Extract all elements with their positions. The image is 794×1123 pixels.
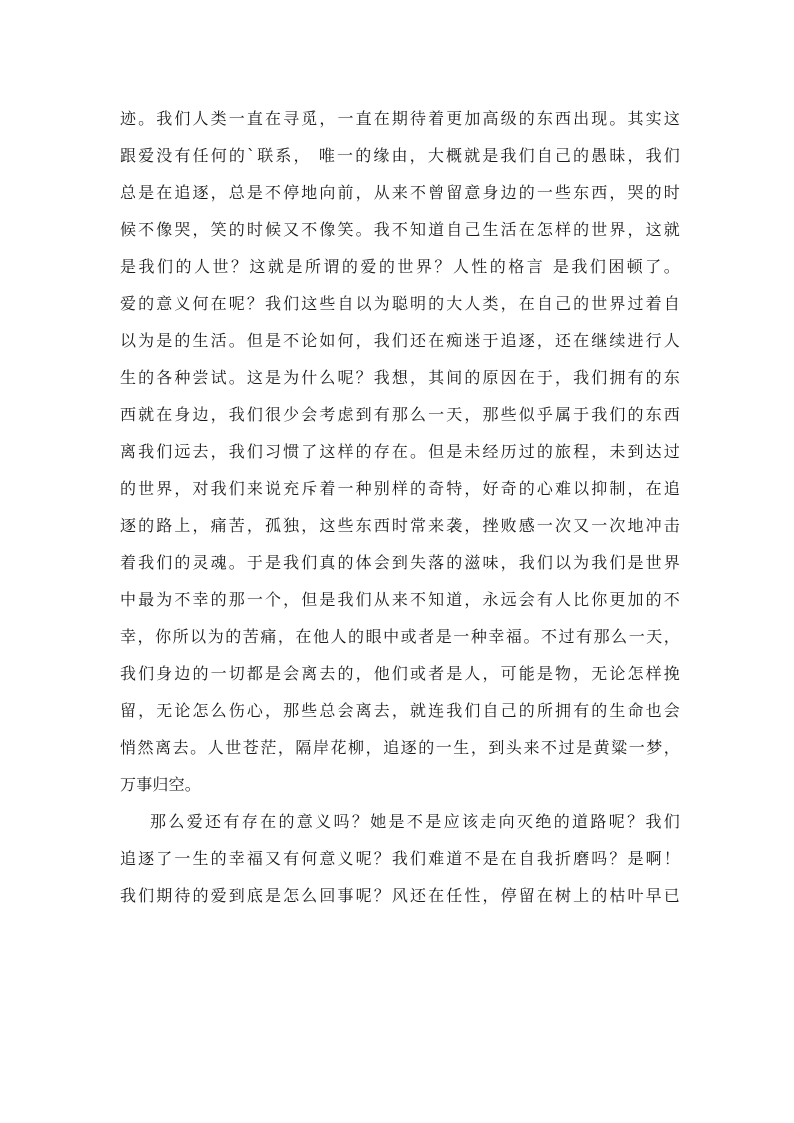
text-line: 我们期待的爱到底是怎么回事呢？风还在任性，停留在树上的枯叶早已 bbox=[120, 886, 680, 905]
document-body bbox=[120, 100, 680, 914]
text-line: 那么爱还有存在的意义吗？她是不是应该走向灭绝的道路呢？我们 bbox=[150, 812, 680, 831]
text-line: 的世界，对我们来说充斥着一种别样的奇特，好奇的心难以抑制，在追 bbox=[120, 479, 680, 498]
text-line: 是我们的人世？这就是所谓的爱的世界？人性的格言 是我们困顿了。 bbox=[120, 257, 680, 276]
paragraph bbox=[120, 100, 680, 803]
text-line: 西就在身边，我们很少会考虑到有那么一天，那些似乎属于我们的东西 bbox=[120, 405, 680, 424]
text-line: 悄然离去。人世苍茫，隔岸花柳，追逐的一生，到头来不过是黄粱一梦， bbox=[120, 738, 680, 757]
text-line: 跟爱没有任何的`联系， 唯一的缘由，大概就是我们自己的愚昧，我们 bbox=[120, 146, 680, 165]
text-line: 离我们远去，我们习惯了这样的存在。但是未经历过的旅程，未到达过 bbox=[120, 442, 680, 461]
text-line: 留，无论怎么伤心，那些总会离去，就连我们自己的所拥有的生命也会 bbox=[120, 701, 680, 720]
text-line: 候不像哭，笑的时候又不像笑。我不知道自己生活在怎样的世界，这就 bbox=[120, 220, 680, 239]
paragraph bbox=[120, 803, 680, 914]
text-line: 追逐了一生的幸福又有何意义呢？我们难道不是在自我折磨吗？是啊！ bbox=[120, 849, 680, 868]
text-line: 中最为不幸的那一个，但是我们从来不知道，永远会有人比你更加的不 bbox=[120, 590, 680, 609]
text-line: 以为是的生活。但是不论如何，我们还在痴迷于追逐，还在继续进行人 bbox=[120, 331, 680, 350]
text-line: 我们身边的一切都是会离去的，他们或者是人，可能是物，无论怎样挽 bbox=[120, 664, 680, 683]
text-line: 生的各种尝试。这是为什么呢？我想，其间的原因在于，我们拥有的东 bbox=[120, 368, 680, 387]
text-line: 着我们的灵魂。于是我们真的体会到失落的滋味，我们以为我们是世界 bbox=[120, 553, 680, 572]
text-line: 爱的意义何在呢？我们这些自以为聪明的大人类，在自己的世界过着自 bbox=[120, 294, 680, 313]
text-line: 幸，你所以为的苦痛，在他人的眼中或者是一种幸福。不过有那么一天， bbox=[120, 627, 680, 646]
text-line: 迹。我们人类一直在寻觅，一直在期待着更加高级的东西出现。其实这 bbox=[120, 109, 680, 128]
text-line: 逐的路上，痛苦，孤独，这些东西时常来袭，挫败感一次又一次地冲击 bbox=[120, 516, 680, 535]
text-line: 万事归空。 bbox=[120, 775, 202, 794]
text-line: 总是在追逐，总是不停地向前，从来不曾留意身边的一些东西，哭的时 bbox=[120, 183, 680, 202]
